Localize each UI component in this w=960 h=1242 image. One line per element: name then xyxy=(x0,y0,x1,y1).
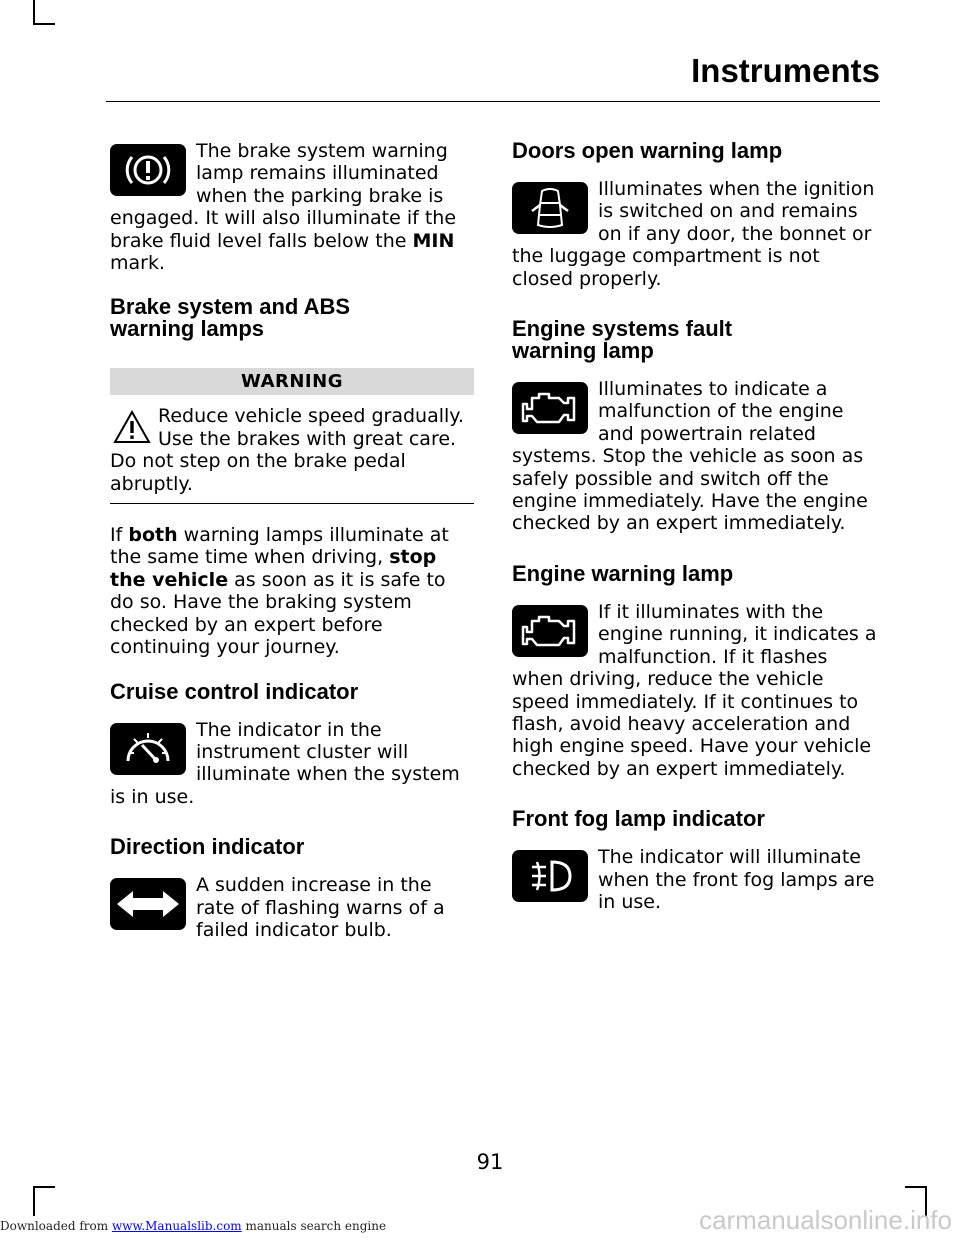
direction-text: A sudden increase in the rate of flashing warns of a failed indicator bulb. xyxy=(196,874,445,941)
right-column xyxy=(512,140,878,913)
speedometer-icon xyxy=(110,723,186,775)
engine-icon xyxy=(512,382,588,434)
direction-section xyxy=(110,874,474,941)
cruise-text: The indicator in the instrument cluster will illuminate when the system is in use. xyxy=(110,718,460,808)
engine-fault-section xyxy=(512,378,878,535)
manualslib-link[interactable]: www.Manualslib.com xyxy=(111,1219,242,1233)
page-number: 91 xyxy=(476,1150,504,1174)
engine-icon xyxy=(512,605,588,657)
crop-mark xyxy=(33,1186,55,1188)
fog-lamp-icon xyxy=(512,850,588,902)
fog-heading: Front fog lamp indicator xyxy=(512,806,765,832)
warning-content xyxy=(110,395,474,495)
doors-text: Illuminates when the ignition is switched on and remains on if any door, the bonnet or the luggage compartment is not closed properly. xyxy=(512,178,875,290)
title-divider xyxy=(106,101,880,102)
fog-section xyxy=(512,846,878,913)
cruise-heading: Cruise control indicator xyxy=(110,678,359,704)
cruise-section xyxy=(110,719,474,809)
page-title: Instruments xyxy=(691,52,880,89)
engine-warning-heading: Engine warning lamp xyxy=(512,560,734,586)
brake-intro-section xyxy=(110,140,474,274)
footer-prefix: Downloaded from xyxy=(0,1219,112,1233)
direction-heading: Direction indicator xyxy=(110,834,305,860)
footer xyxy=(0,1219,386,1233)
engine-warning-text: If it illuminates with the engine running, it indicates a malfunction. If it flashes when driving, reduce the vehicle speed immediately. If it continues to flash, avoid heavy acceleration and high engine speed. Have your vehicle checked by an expert immediately. xyxy=(512,600,877,780)
turn-arrows-icon xyxy=(110,878,186,930)
engine-fault-text: Illuminates to indicate a malfunction of the engine and powertrain related systems. Stop the vehicle as soon as safely possible and switch off the engine immediately. Have the engine checked by an expert immediately. xyxy=(512,378,868,535)
door-open-icon xyxy=(512,182,588,234)
warning-rule xyxy=(110,503,474,504)
watermark: carmanualsonline.info xyxy=(699,1205,952,1235)
warning-label: WARNING xyxy=(110,368,474,395)
both-t3: as soon as it is safe to do so. Have the braking system checked by an expert before continuing your journey. xyxy=(110,568,446,659)
left-column xyxy=(110,140,474,941)
warning-triangle-icon xyxy=(112,409,152,445)
both-t2: warning lamps illuminate at the same time when driving, xyxy=(110,524,449,569)
both-lamps-paragraph xyxy=(110,524,474,658)
crop-mark xyxy=(33,23,55,25)
crop-mark xyxy=(33,0,35,25)
brake-intro-body: The brake system warning lamp remains illuminated when the parking brake is engaged. It will also illuminate if the brake fluid level falls below the xyxy=(110,140,457,252)
warning-box xyxy=(110,368,474,504)
warning-text: Reduce vehicle speed gradually. Use the brakes with great care. Do not step on the brake pedal abruptly. xyxy=(110,405,464,495)
stop-vehicle-bold: stop the vehicle xyxy=(110,546,437,591)
engine-fault-heading: Engine systems fault warning lamp xyxy=(512,316,733,364)
crop-mark xyxy=(33,1186,35,1216)
both-t1: If xyxy=(110,524,129,547)
doors-heading: Doors open warning lamp xyxy=(512,138,783,163)
footer-suffix: manuals search engine xyxy=(241,1219,387,1233)
engine-warning-section xyxy=(512,601,878,780)
fog-text: The indicator will illuminate when the front fog lamps are in use. xyxy=(598,846,875,913)
brake-warning-icon xyxy=(110,144,186,196)
min-mark: MIN xyxy=(412,229,455,252)
crop-mark xyxy=(905,1186,927,1188)
brake-intro-end: mark. xyxy=(110,252,166,275)
both-bold: both xyxy=(128,524,178,547)
doors-section xyxy=(512,178,878,290)
brake-abs-heading: Brake system and ABS warning lamps xyxy=(110,294,351,342)
